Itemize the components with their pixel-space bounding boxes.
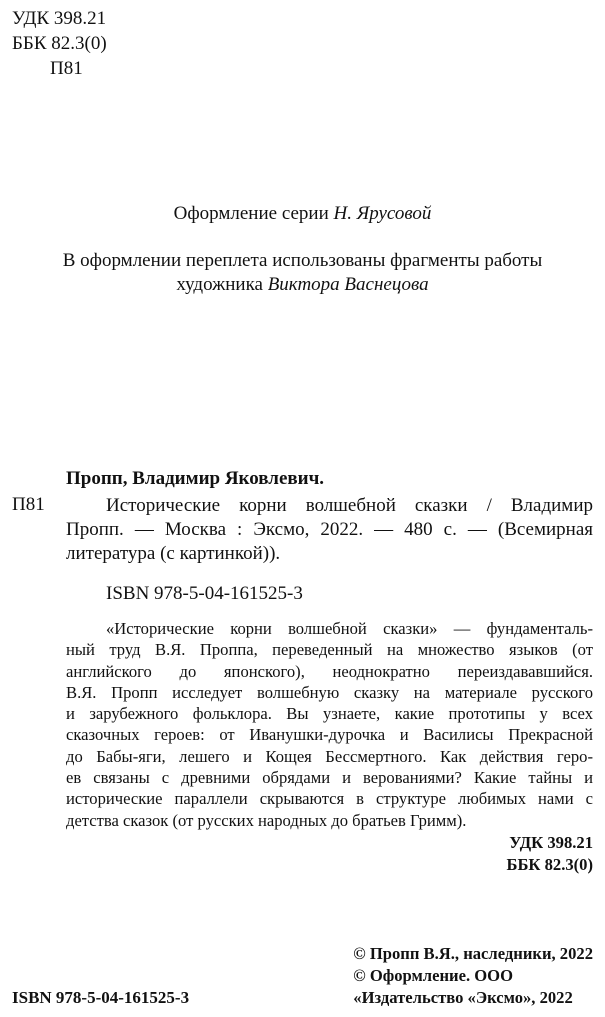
- annotation-line: английского до японского), неоднократно переиздававшийся.: [66, 661, 593, 681]
- cover-artist-name: Виктора Васнецова: [267, 274, 429, 295]
- annotation-line: и зарубежного фольклора. Вы узнаете, какие прототипы у всех: [66, 704, 593, 724]
- udk-code: УДК 398.21: [12, 8, 107, 29]
- annotation-line: «Исторические корни волшебной сказки» — фундаменталь-: [106, 619, 593, 638]
- bib-author-mark: П81: [12, 494, 45, 515]
- series-design-credit: [0, 202, 605, 226]
- series-designer-name: Н. Ярусовой: [333, 203, 432, 224]
- bib-author: Пропп, Владимир Яковлевич.: [66, 468, 325, 489]
- copyright-author: © Пропп В.Я., наследники, 2022: [353, 944, 593, 963]
- annotation: [66, 618, 593, 831]
- bbk-code: ББК 82.3(0): [12, 33, 107, 54]
- series-design-prefix: Оформление серии: [173, 203, 334, 224]
- bib-desc-line: Исторические корни волшебной сказки / Владимир: [106, 495, 593, 516]
- copyright-block: [353, 943, 593, 1009]
- bbk-code-bottom: ББК 82.3(0): [506, 855, 593, 874]
- annotation-line: исторические параллели скрываются в структуре любимых нами с: [66, 789, 593, 809]
- bib-desc-line: литература (с картинкой)).: [66, 543, 281, 564]
- bib-desc-line: Пропп. — Москва : Эксмо, 2022. — 480 с. — (Всемирная: [66, 519, 593, 540]
- cover-credit-line1: В оформлении переплета использованы фрагменты работы: [62, 250, 543, 271]
- copyright-design: © Оформление. ООО: [353, 966, 513, 985]
- annotation-line: детства сказок (от русских народных до братьев Гримм).: [66, 810, 467, 830]
- copyright-publisher: «Издательство «Эксмо», 2022: [353, 988, 573, 1007]
- udk-code-bottom: УДК 398.21: [509, 833, 593, 852]
- annotation-line: ный труд В.Я. Проппа, переведенный на множество языков (от: [66, 640, 593, 660]
- isbn-bottom: ISBN 978-5-04-161525-3: [12, 988, 190, 1007]
- bib-isbn: ISBN 978-5-04-161525-3: [106, 583, 303, 604]
- cover-credit-line2: [0, 273, 605, 297]
- author-mark: П81: [50, 58, 83, 79]
- annotation-line: В.Я. Пропп исследует волшебную сказку на материале русского: [66, 682, 593, 702]
- bib-description: [66, 494, 593, 566]
- cover-credit-prefix: художника: [176, 274, 268, 295]
- annotation-line: ев связаны с древними обрядами и верованиями? Какие тайны и: [66, 768, 593, 788]
- annotation-line: до Бабы-яги, лешего и Кощея Бессмертного. Как действия геро-: [66, 746, 593, 766]
- annotation-line: сказочных героев: от Иванушки-дурочка и Василисы Прекрасной: [66, 725, 593, 745]
